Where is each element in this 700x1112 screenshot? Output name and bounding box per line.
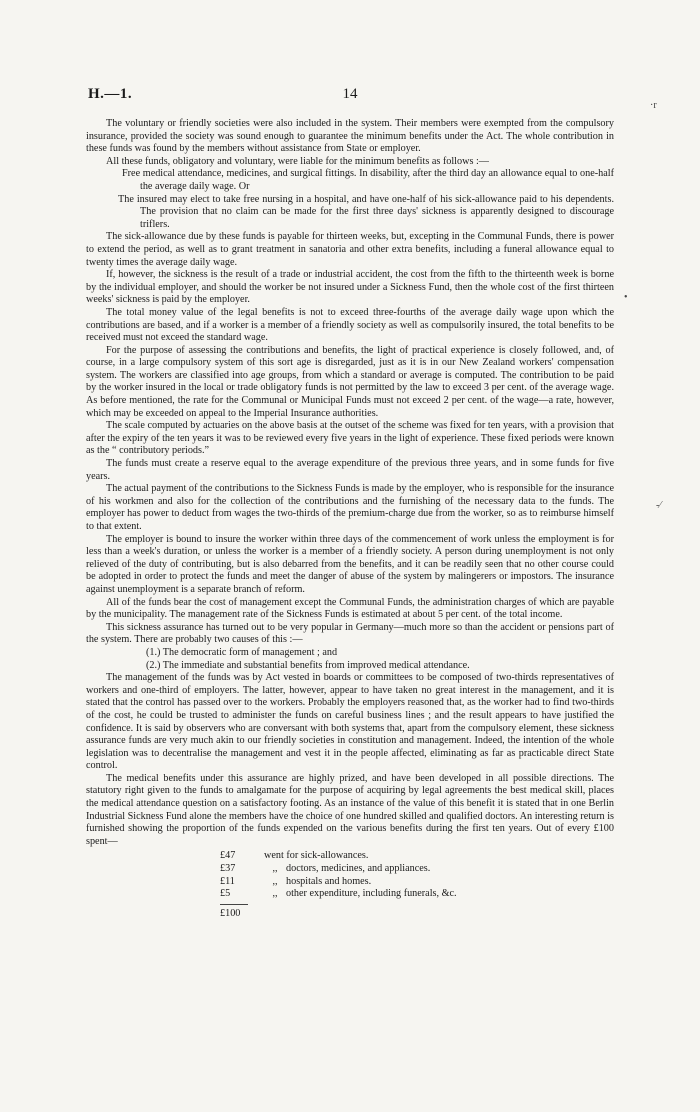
ditto-mark: ,, (272, 863, 278, 875)
paragraph: The actual payment of the contributions to the Sickness Funds is made by the employer, who is responsible for the insurance of his workmen and also for the collection of the contributions and the furnishing of the necessary data to the funds. The employer has power to deduct from wages the two-thirds of the premium-charge due from the worker, so as to reimburse himself to that extent. (86, 483, 615, 532)
margin-mark-mid: -⁄ (656, 500, 661, 511)
spending-table (220, 850, 614, 920)
paragraph: The total money value of the legal benefits is not to exceed three-fourths of the average daily wage upon which the contributions are based, and if a worker is a member of a friendly society as well as compulsorily insured, the total benefits to be received must not exceed the standard wage. (86, 306, 614, 344)
spending-description: hospitals and homes. (286, 875, 372, 887)
spending-description: doctors, medicines, and appliances. (286, 863, 431, 875)
spending-row (220, 888, 614, 901)
page-header (88, 86, 612, 108)
spending-total: £100 (220, 907, 241, 919)
paragraph: The employer is bound to insure the worker within three days of the commencement of work unless the employment is for less than a week's duration, or unless the worker is a member of a friendly society. A person during unemployment is not only relieved of the duty of contributing, but is also debarred from the benefits, and it can be readily seen that no other course could be adopted in order to protect the funds and meet the danger of abuse of the system by malingerers or impostors. The insurance against unemployment is a separate branch of reform. (86, 533, 614, 595)
spending-amount: £11 (220, 875, 235, 887)
spending-amount: £47 (220, 850, 236, 862)
paragraph: If, however, the sickness is the result of a trade or industrial accident, the cost from the fifth to the thirteenth week is borne by the individual employer, and should the worker be not insured under a Sickness Fund, then the whole cost of the first thirteen weeks' sickness is paid by the employer. (86, 269, 614, 306)
document-body (86, 118, 614, 920)
spending-description: other expenditure, including funerals, &c. (286, 888, 457, 900)
paragraph: For the purpose of assessing the contributions and benefits, the light of practical experience is closely followed, and, of course, in a large compulsory system of this sort age is disregarded, just as it is in our New Zealand workers' compensation system. The workers are classified into age groups, from which a standard or average is computed. The contribution to be paid by the worker insured in the local or trade obligatory funds is not permitted by the law to exceed 3 per cent. of the average wage. As before mentioned, the rate for the Communal or Municipal Funds must not exceed 2 per cent. of the wage—a rate, however, which may be exceeded on appeal to the Imperial Insurance authorities. (86, 344, 614, 419)
spending-total-row (220, 908, 614, 921)
margin-mark-dot: • (624, 292, 628, 303)
paragraph: All these funds, obligatory and voluntary, were liable for the minimum benefits as follows :— (106, 155, 489, 167)
paragraph: The medical benefits under this assurance are highly prized, and have been developed in all possible directions. The statutory right given to the funds to amalgamate for the purpose of acquiring by legal agreements the best medical skill, places the medical attendance question on a satisfactory footing. As an instance of the value of this benefit it is stated that in one Berlin Industrial Sickness Fund alone the members have the choice of one hundred skilled and qualified doctors. An interesting return is furnished showing the proportion of the funds expended on the various benefits during the first ten years. Out of every £100 spent— (86, 772, 614, 847)
ditto-mark: ,, (272, 888, 278, 900)
paragraph: All of the funds bear the cost of management except the Communal Funds, the administration charges of which are payable by the municipality. The management rate of the Sickness Funds is estimated at about 5 per cent. of the total income. (86, 596, 614, 621)
margin-mark-top: ·r (650, 100, 657, 111)
paragraph: This sickness assurance has turned out to be very popular in Germany—much more so than the accident or pensions part of the system. There are probably two causes of this :— (86, 621, 614, 646)
ditto-mark: ,, (272, 875, 278, 887)
page-number: 14 (342, 86, 358, 102)
cause-item: (1.) The democratic form of management ; and (146, 646, 338, 658)
spending-description: went for sick-allowances. (264, 850, 369, 862)
paragraph: The voluntary or friendly societies were also included in the system. Their members were exempted from the compulsory insurance, provided the society was sound enough to guarantee the minimum benefits under the Act. The whole contribution in these funds was found by the members without assistance from State or employer. (86, 118, 614, 155)
spending-amount: £5 (220, 888, 231, 900)
spending-amount: £37 (220, 863, 236, 875)
spending-row (220, 850, 614, 863)
document-reference: H.—1. (88, 86, 133, 102)
cause-item: (2.) The immediate and substantial benefits from improved medical attendance. (146, 659, 470, 671)
benefit-item: The insured may elect to take free nursing in a hospital, and have one-half of his sick-allowance paid to his dependents. The provision that no claim can be made for the first three days' sickness is apparently designed to discourage triflers. (118, 193, 614, 230)
paragraph: The scale computed by actuaries on the above basis at the outset of the scheme was fixed for ten years, with a provision that after the expiry of the ten years it was to be reviewed every five years in the light of experience. These fixed periods were known as the “ contributory periods.” (86, 420, 614, 457)
paragraph: The funds must create a reserve equal to the average expenditure of the previous three years, and in some funds for five years. (86, 458, 614, 482)
total-rule (220, 904, 248, 905)
spending-row (220, 876, 614, 889)
spending-row (220, 863, 614, 876)
benefit-item: Free medical attendance, medicines, and surgical fittings. In disability, after the third day an allowance equal to one-half the average daily wage. Or (122, 168, 614, 192)
paragraph: The management of the funds was by Act vested in boards or committees to be composed of two-thirds representatives of workers and one-third of employers. The latter, however, appear to have taken no great interest in the management, and it is stated that the control has passed over to the workers. Probably the employers reasoned that, as the worker had to find two-thirds of the cost, he could be trusted to administer the funds on careful business lines ; and the result appears to have justified the confidence. It is said by observers who are conversant with both systems that, apart from the compulsory element, these sickness assurance funds are very much akin to our friendly societies in constitution and management. Indeed, the intention of the whole legislation was to decentralise the management and vest it in the people affected, eliminating as far as practicable direct State control. (86, 672, 614, 772)
paragraph: The sick-allowance due by these funds is payable for thirteen weeks, but, excepting in the Communal Funds, there is power to extend the period, as well as to grant treatment in sanatoria and other extra benefits, including a funeral allowance equal to twenty times the average daily wage. (86, 231, 614, 268)
